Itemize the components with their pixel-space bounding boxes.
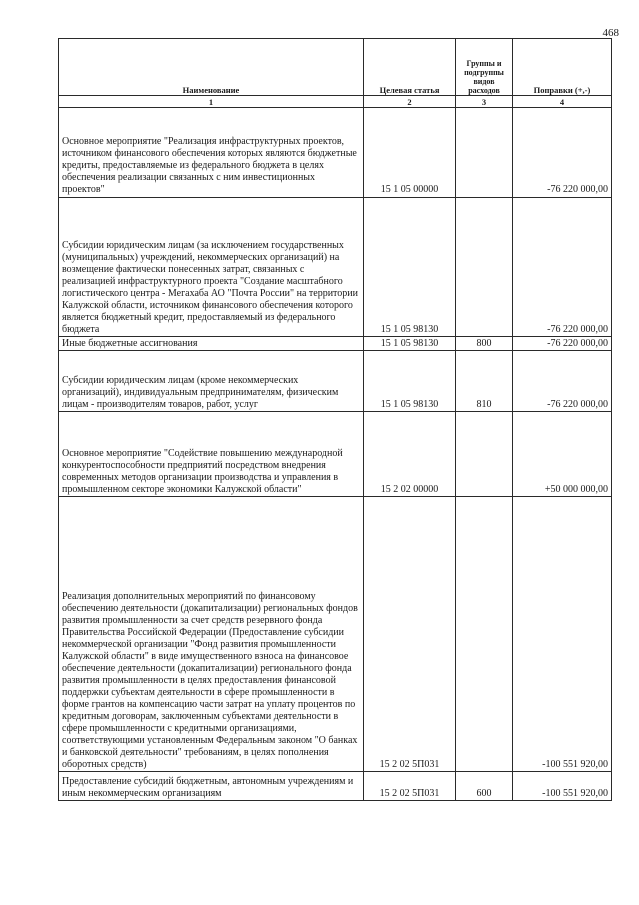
row-expense-group <box>456 412 513 497</box>
row-target-code: 15 1 05 98130 <box>364 351 456 412</box>
row-target-code: 15 1 05 00000 <box>364 108 456 198</box>
budget-amendments-table <box>58 38 612 801</box>
row-expense-group: 810 <box>456 351 513 412</box>
header-target-article: Целевая статья <box>364 39 456 96</box>
row-amount: -76 220 000,00 <box>513 337 612 351</box>
row-target-code: 15 2 02 5П031 <box>364 497 456 772</box>
row-amount: +50 000 000,00 <box>513 412 612 497</box>
table-header-row <box>59 39 612 96</box>
column-number-1: 1 <box>59 96 364 108</box>
page-number: 468 <box>602 27 619 39</box>
row-expense-group <box>456 198 513 337</box>
row-target-code: 15 2 02 5П031 <box>364 772 456 801</box>
table-row <box>59 337 612 351</box>
row-amount: -76 220 000,00 <box>513 198 612 337</box>
table-row <box>59 198 612 337</box>
row-name: Субсидии юридическим лицам (за исключением государственных (муниципальных) учреждений, некоммерческих организаций) на возмещение фактически понесенных затрат, связанных с реализацией инфраструктурного проекта "Создание масштабного логистического центра - Мегахаба АО "Почта России" на территории Калужской области, источником финансового обеспечения которого является бюджетный кредит, предоставляемый из федерального бюджета <box>59 198 364 337</box>
table-row <box>59 412 612 497</box>
row-name: Основное мероприятие "Реализация инфраструктурных проектов, источником финансового обеспечения которых являются бюджетные кредиты, предоставляемые из федерального бюджета в целях обеспечения реализации связанных с ним инвестиционных проектов" <box>59 108 364 198</box>
row-expense-group: 600 <box>456 772 513 801</box>
row-amount: -76 220 000,00 <box>513 108 612 198</box>
column-number-row <box>59 96 612 108</box>
header-amendments: Поправки (+,-) <box>513 39 612 96</box>
column-number-4: 4 <box>513 96 612 108</box>
row-expense-group: 800 <box>456 337 513 351</box>
row-target-code: 15 2 02 00000 <box>364 412 456 497</box>
row-name: Основное мероприятие "Содействие повышению международной конкурентоспособности предприятий посредством внедрения современных методов организации производства и управления в промышленном секторе экономики Калужской области" <box>59 412 364 497</box>
row-name: Предоставление субсидий бюджетным, автономным учреждениям и иным некоммерческим организациям <box>59 772 364 801</box>
row-name: Субсидии юридическим лицам (кроме некоммерческих организаций), индивидуальным предпринимателям, физическим лицам - производителям товаров, работ, услуг <box>59 351 364 412</box>
column-number-3: 3 <box>456 96 513 108</box>
row-expense-group <box>456 108 513 198</box>
header-expense-groups: Группы и подгруппы видов расходов <box>456 39 513 96</box>
column-number-2: 2 <box>364 96 456 108</box>
header-name: Наименование <box>59 39 364 96</box>
table-row <box>59 351 612 412</box>
row-target-code: 15 1 05 98130 <box>364 337 456 351</box>
row-amount: -100 551 920,00 <box>513 497 612 772</box>
table-row <box>59 497 612 772</box>
row-name: Реализация дополнительных мероприятий по финансовому обеспечению деятельности (докапитализации) региональных фондов развития промышленности за счет средств резервного фонда Правительства Российской Федерации (Предоставление субсидии некоммерческой организации "Фонд развития промышленности Калужской области" в виде имущественного взноса на финансовое обеспечение деятельности (докапитализации) регионального фонда развития промышленности в целях предоставления финансовой поддержки субъектам деятельности в сфере промышленности в форме грантов на компенсацию части затрат на уплату процентов по кредитным договорам, заключенным субъектами деятельности в сфере промышленности с кредитными организациями, соответствующими установленным Федеральным законом "О банках и банковской деятельности" требованиям, в целях пополнения оборотных средств) <box>59 497 364 772</box>
row-target-code: 15 1 05 98130 <box>364 198 456 337</box>
row-amount: -100 551 920,00 <box>513 772 612 801</box>
table-row <box>59 772 612 801</box>
row-amount: -76 220 000,00 <box>513 351 612 412</box>
row-name: Иные бюджетные ассигнования <box>59 337 364 351</box>
table-row <box>59 108 612 198</box>
row-expense-group <box>456 497 513 772</box>
